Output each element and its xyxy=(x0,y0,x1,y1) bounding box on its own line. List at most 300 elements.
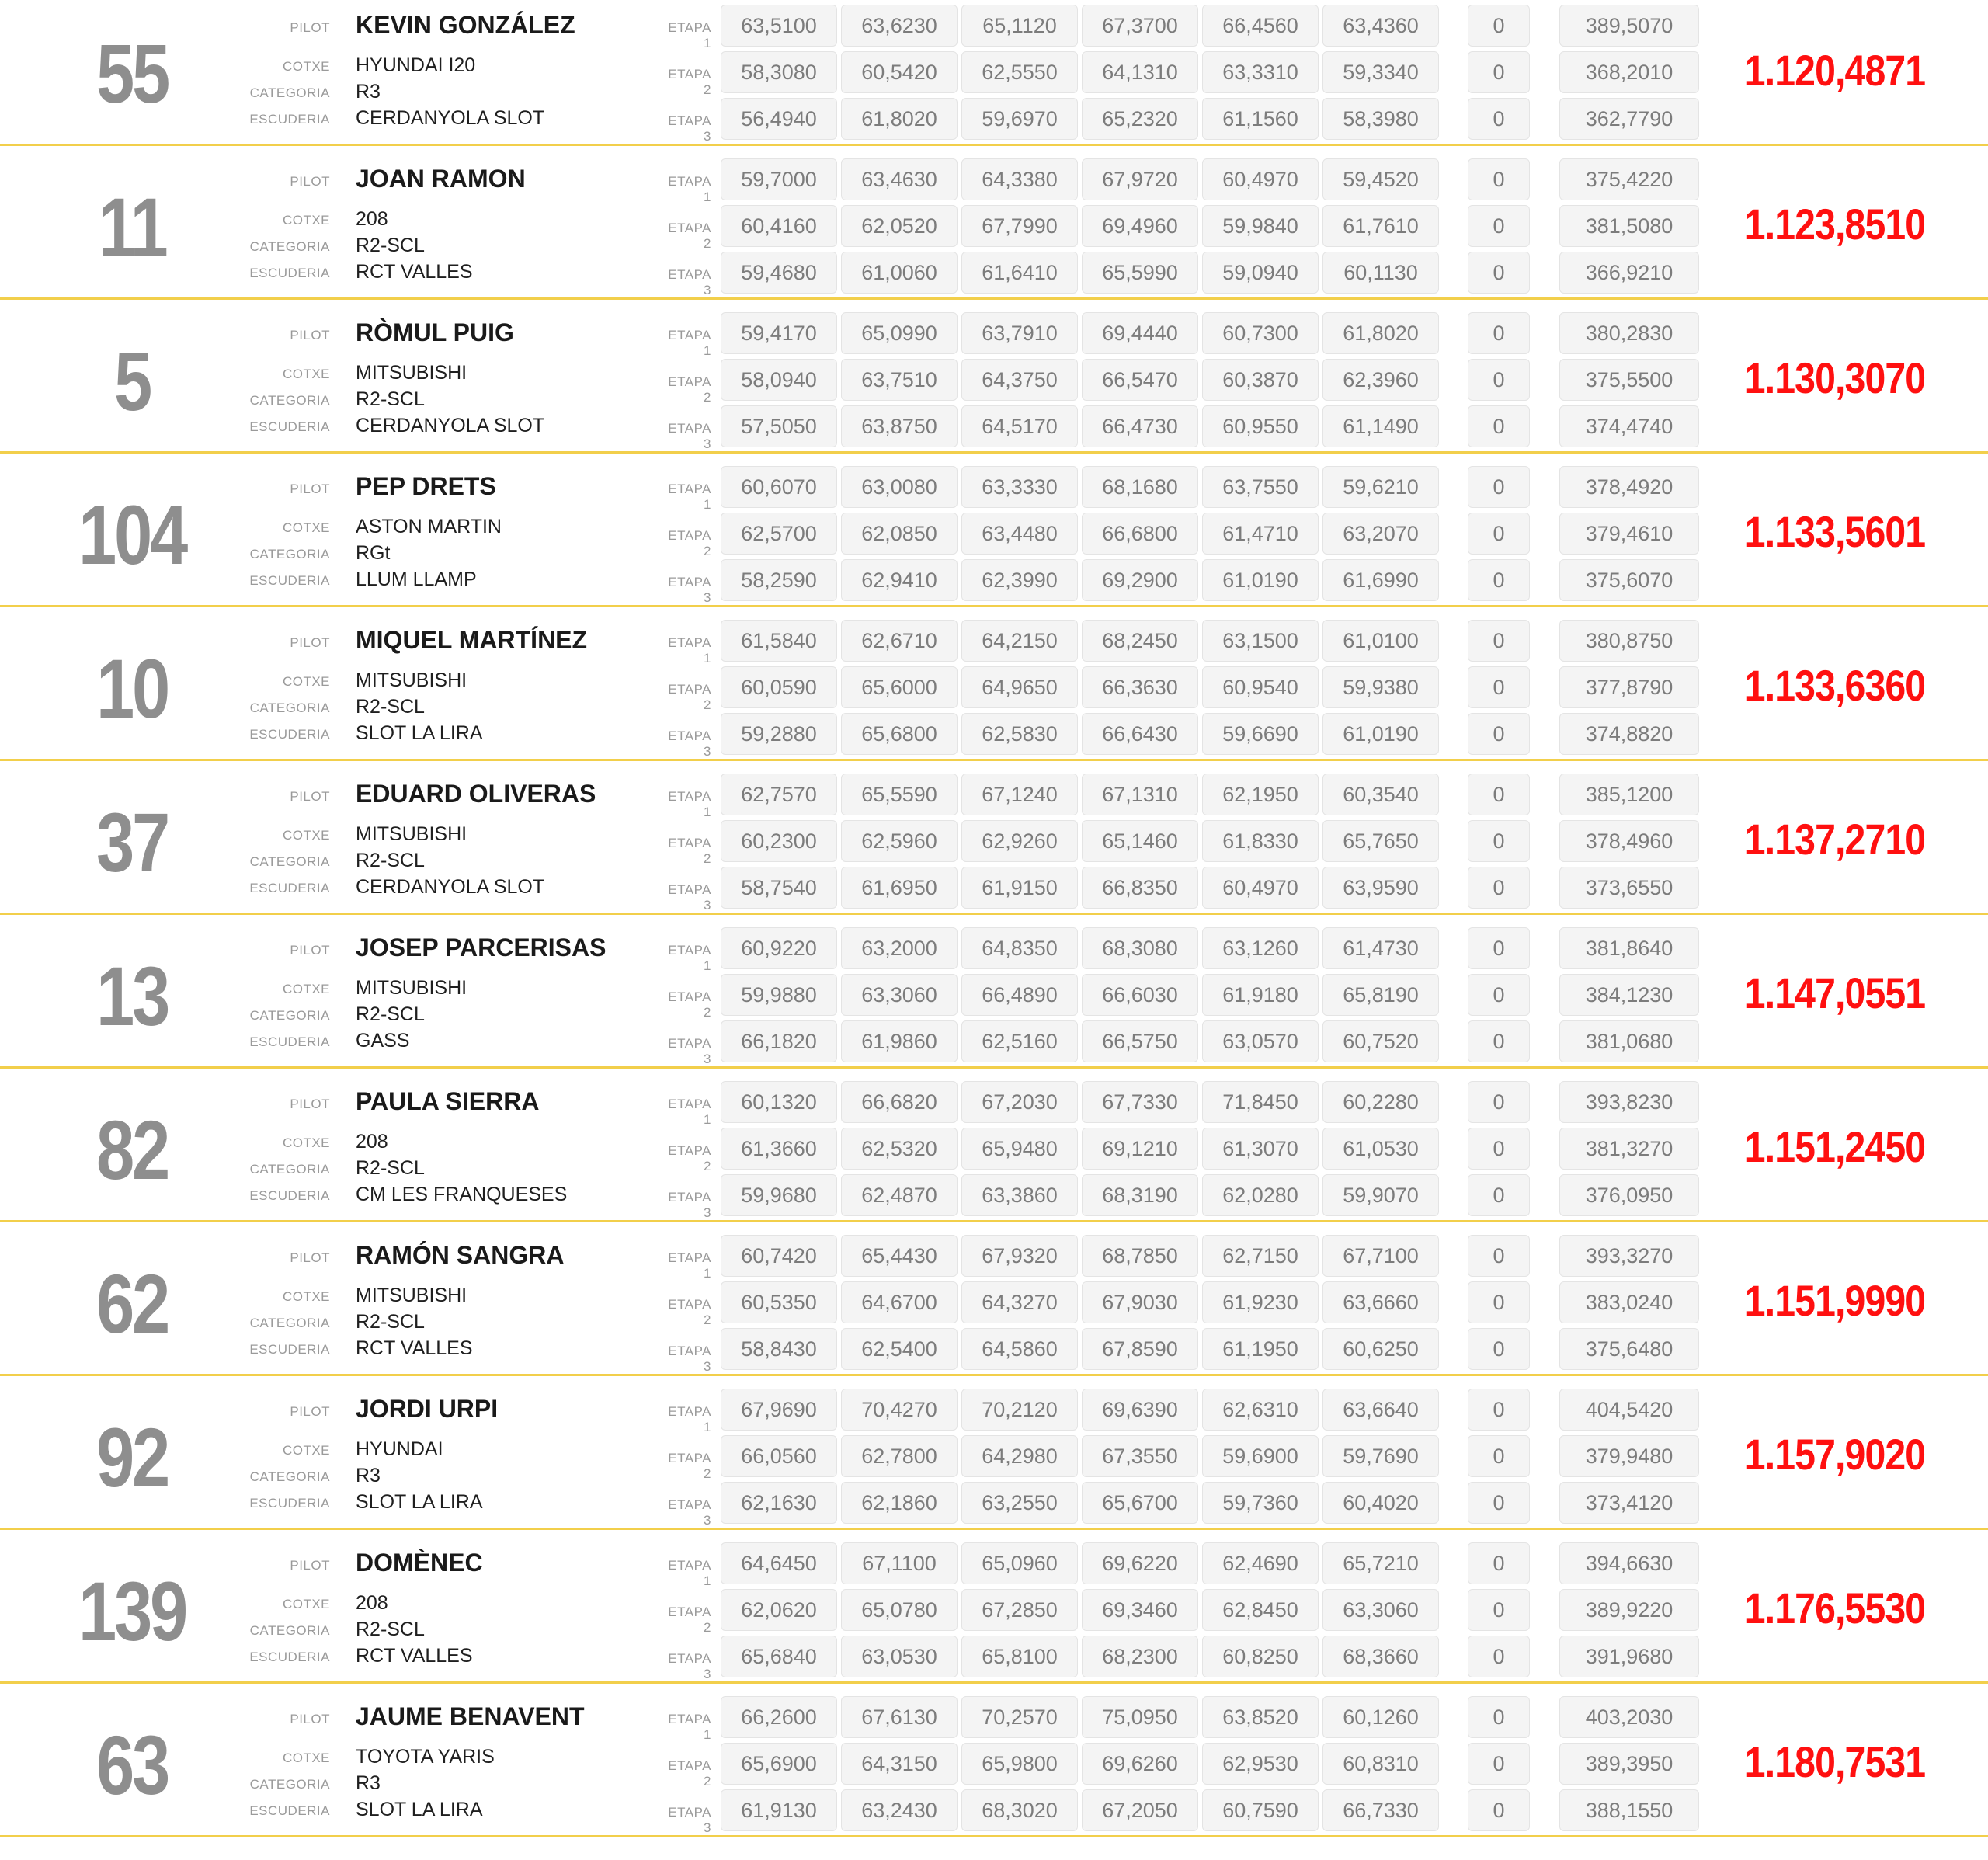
total-time: 1.157,9020 xyxy=(1744,1430,1926,1479)
lap-time-cell: 66,4890 xyxy=(961,974,1078,1016)
lap-time-cell: 58,3080 xyxy=(721,51,837,93)
stage-label: ETAPA 1 xyxy=(668,1097,711,1127)
penalty-cell: 0 xyxy=(1468,5,1530,47)
stage-label: ETAPA 1 xyxy=(668,482,711,512)
lap-time-cell: 75,0950 xyxy=(1082,1696,1198,1738)
lap-time-cell: 62,5160 xyxy=(961,1020,1078,1062)
car-label: COTXE xyxy=(282,520,330,535)
lap-time-cell: 67,9690 xyxy=(721,1389,837,1431)
lap-time-cell: 61,9180 xyxy=(1202,974,1319,1016)
total-time: 1.151,9990 xyxy=(1744,1276,1926,1325)
lap-time-cell: 61,6410 xyxy=(961,252,1078,294)
lap-time-cell: 60,2300 xyxy=(721,820,837,862)
lap-time-cell: 62,5830 xyxy=(961,713,1078,755)
team-value: LLUM LLAMP xyxy=(356,568,477,590)
lap-time-cell: 66,4730 xyxy=(1082,405,1198,447)
stage-subtotal-cell: 374,4740 xyxy=(1559,405,1699,447)
stage-subtotal-cell: 375,6070 xyxy=(1559,559,1699,601)
car-number: 62 xyxy=(96,1256,168,1351)
pilot-label: PILOT xyxy=(290,482,330,496)
lap-time-cell: 63,1260 xyxy=(1202,927,1319,969)
lap-time-cell: 66,6820 xyxy=(841,1081,958,1123)
lap-time-cell: 65,7210 xyxy=(1322,1542,1439,1584)
lap-time-cell: 61,6990 xyxy=(1322,559,1439,601)
lap-time-cell: 65,6840 xyxy=(721,1636,837,1677)
penalty-cell: 0 xyxy=(1468,405,1530,447)
lap-time-cell: 67,9320 xyxy=(961,1235,1078,1277)
team-label: ESCUDERIA xyxy=(249,112,330,127)
lap-time-cell: 61,8020 xyxy=(841,98,958,140)
penalty-cell: 0 xyxy=(1468,252,1530,294)
stage-subtotal-cell: 375,6480 xyxy=(1559,1328,1699,1370)
result-entry xyxy=(0,1684,1988,1837)
lap-time-cell: 64,5170 xyxy=(961,405,1078,447)
lap-time-cell: 63,4630 xyxy=(841,158,958,200)
category-label: CATEGORIA xyxy=(249,1008,330,1023)
car-model: HYUNDAI I20 xyxy=(356,54,476,76)
lap-time-cell: 59,6690 xyxy=(1202,713,1319,755)
penalty-cell: 0 xyxy=(1468,1435,1530,1477)
stage-label: ETAPA 2 xyxy=(668,836,711,866)
pilot-label: PILOT xyxy=(290,635,330,650)
car-model: MITSUBISHI xyxy=(356,362,467,384)
lap-time-cell: 62,6710 xyxy=(841,620,958,662)
stage-label: ETAPA 1 xyxy=(668,328,711,358)
lap-time-cell: 67,1310 xyxy=(1082,774,1198,815)
team-label: ESCUDERIA xyxy=(249,573,330,588)
lap-time-cell: 65,6000 xyxy=(841,666,958,708)
lap-time-cell: 65,2320 xyxy=(1082,98,1198,140)
lap-time-cell: 59,9680 xyxy=(721,1174,837,1216)
lap-time-cell: 61,1560 xyxy=(1202,98,1319,140)
lap-time-cell: 64,2150 xyxy=(961,620,1078,662)
lap-time-cell: 59,7000 xyxy=(721,158,837,200)
pilot-name: PEP DRETS xyxy=(356,472,496,500)
team-label: ESCUDERIA xyxy=(249,1342,330,1357)
lap-time-cell: 61,0100 xyxy=(1322,620,1439,662)
lap-time-cell: 65,8100 xyxy=(961,1636,1078,1677)
penalty-cell: 0 xyxy=(1468,51,1530,93)
lap-time-cell: 65,5590 xyxy=(841,774,958,815)
penalty-cell: 0 xyxy=(1468,820,1530,862)
lap-time-cell: 59,4680 xyxy=(721,252,837,294)
lap-time-cell: 65,4430 xyxy=(841,1235,958,1277)
lap-time-cell: 62,3990 xyxy=(961,559,1078,601)
stage-subtotal-cell: 366,9210 xyxy=(1559,252,1699,294)
stage-label: ETAPA 3 xyxy=(668,1190,711,1220)
stage-subtotal-cell: 380,8750 xyxy=(1559,620,1699,662)
lap-time-cell: 62,7150 xyxy=(1202,1235,1319,1277)
penalty-cell: 0 xyxy=(1468,1328,1530,1370)
car-label: COTXE xyxy=(282,1443,330,1458)
lap-time-cell: 61,1950 xyxy=(1202,1328,1319,1370)
pilot-name: KEVIN GONZÁLEZ xyxy=(356,11,575,39)
stage-subtotal-cell: 403,2030 xyxy=(1559,1696,1699,1738)
stage-label: ETAPA 1 xyxy=(668,943,711,973)
penalty-cell: 0 xyxy=(1468,1174,1530,1216)
result-entry xyxy=(0,761,1988,915)
lap-time-cell: 67,6130 xyxy=(841,1696,958,1738)
penalty-cell: 0 xyxy=(1468,620,1530,662)
pilot-label: PILOT xyxy=(290,20,330,35)
lap-time-cell: 63,6640 xyxy=(1322,1389,1439,1431)
stage-subtotal-cell: 373,4120 xyxy=(1559,1482,1699,1524)
lap-time-cell: 63,8750 xyxy=(841,405,958,447)
pilot-name: JAUME BENAVENT xyxy=(356,1702,585,1730)
total-time: 1.133,5601 xyxy=(1744,507,1926,556)
lap-time-cell: 59,6210 xyxy=(1322,466,1439,508)
lap-time-cell: 65,1460 xyxy=(1082,820,1198,862)
total-time: 1.123,8510 xyxy=(1744,200,1926,249)
team-label: ESCUDERIA xyxy=(249,881,330,895)
lap-time-cell: 64,1310 xyxy=(1082,51,1198,93)
lap-time-cell: 59,9380 xyxy=(1322,666,1439,708)
lap-time-cell: 60,3540 xyxy=(1322,774,1439,815)
car-number: 37 xyxy=(96,794,168,889)
lap-time-cell: 63,5100 xyxy=(721,5,837,47)
lap-time-cell: 56,4940 xyxy=(721,98,837,140)
penalty-cell: 0 xyxy=(1468,1636,1530,1677)
lap-time-cell: 59,9070 xyxy=(1322,1174,1439,1216)
stage-label: ETAPA 1 xyxy=(668,1712,711,1742)
lap-time-cell: 62,9410 xyxy=(841,559,958,601)
lap-time-cell: 58,3980 xyxy=(1322,98,1439,140)
stage-label: ETAPA 1 xyxy=(668,1250,711,1281)
lap-time-cell: 59,9840 xyxy=(1202,205,1319,247)
lap-time-cell: 63,4480 xyxy=(961,513,1078,555)
lap-time-cell: 63,2000 xyxy=(841,927,958,969)
car-number: 82 xyxy=(96,1102,168,1197)
lap-time-cell: 64,3380 xyxy=(961,158,1078,200)
lap-time-cell: 67,9720 xyxy=(1082,158,1198,200)
lap-time-cell: 68,3080 xyxy=(1082,927,1198,969)
lap-time-cell: 61,6950 xyxy=(841,867,958,909)
car-number: 13 xyxy=(96,948,168,1043)
penalty-cell: 0 xyxy=(1468,1696,1530,1738)
penalty-cell: 0 xyxy=(1468,1789,1530,1831)
lap-time-cell: 61,9150 xyxy=(961,867,1078,909)
stage-label: ETAPA 2 xyxy=(668,682,711,712)
lap-time-cell: 62,6310 xyxy=(1202,1389,1319,1431)
stage-label: ETAPA 2 xyxy=(668,1758,711,1789)
stage-subtotal-cell: 380,2830 xyxy=(1559,312,1699,354)
lap-time-cell: 62,1630 xyxy=(721,1482,837,1524)
lap-time-cell: 65,7650 xyxy=(1322,820,1439,862)
total-time: 1.180,7531 xyxy=(1744,1737,1926,1786)
category-value: R2-SCL xyxy=(356,1003,425,1025)
team-label: ESCUDERIA xyxy=(249,1034,330,1049)
lap-time-cell: 58,0940 xyxy=(721,359,837,401)
lap-time-cell: 57,5050 xyxy=(721,405,837,447)
lap-time-cell: 60,4970 xyxy=(1202,158,1319,200)
lap-time-cell: 63,7910 xyxy=(961,312,1078,354)
lap-time-cell: 60,2280 xyxy=(1322,1081,1439,1123)
total-time: 1.133,6360 xyxy=(1744,661,1926,710)
lap-time-cell: 69,6390 xyxy=(1082,1389,1198,1431)
lap-time-cell: 62,1950 xyxy=(1202,774,1319,815)
category-value: R2-SCL xyxy=(356,1618,425,1640)
stage-subtotal-cell: 379,9480 xyxy=(1559,1435,1699,1477)
result-entry xyxy=(0,300,1988,454)
penalty-cell: 0 xyxy=(1468,774,1530,815)
car-model: 208 xyxy=(356,208,388,230)
team-value: CM LES FRANQUESES xyxy=(356,1184,568,1205)
lap-time-cell: 59,9880 xyxy=(721,974,837,1016)
lap-time-cell: 61,4710 xyxy=(1202,513,1319,555)
car-model: MITSUBISHI xyxy=(356,1285,467,1306)
lap-time-cell: 60,8250 xyxy=(1202,1636,1319,1677)
team-value: RCT VALLES xyxy=(356,1645,473,1667)
lap-time-cell: 61,5840 xyxy=(721,620,837,662)
pilot-label: PILOT xyxy=(290,1097,330,1111)
lap-time-cell: 63,0570 xyxy=(1202,1020,1319,1062)
penalty-cell: 0 xyxy=(1468,513,1530,555)
lap-time-cell: 64,3750 xyxy=(961,359,1078,401)
car-number: 5 xyxy=(114,333,150,428)
stage-subtotal-cell: 376,0950 xyxy=(1559,1174,1699,1216)
lap-time-cell: 69,1210 xyxy=(1082,1128,1198,1170)
stage-label: ETAPA 3 xyxy=(668,575,711,605)
category-label: CATEGORIA xyxy=(249,239,330,254)
lap-time-cell: 66,5750 xyxy=(1082,1020,1198,1062)
lap-time-cell: 62,4690 xyxy=(1202,1542,1319,1584)
lap-time-cell: 62,9530 xyxy=(1202,1743,1319,1785)
pilot-label: PILOT xyxy=(290,1404,330,1419)
lap-time-cell: 62,0280 xyxy=(1202,1174,1319,1216)
lap-time-cell: 64,9650 xyxy=(961,666,1078,708)
category-value: R2-SCL xyxy=(356,696,425,718)
team-value: SLOT LA LIRA xyxy=(356,722,483,744)
lap-time-cell: 68,3020 xyxy=(961,1789,1078,1831)
lap-time-cell: 69,2900 xyxy=(1082,559,1198,601)
lap-time-cell: 61,9860 xyxy=(841,1020,958,1062)
stage-subtotal-cell: 391,9680 xyxy=(1559,1636,1699,1677)
stage-label: ETAPA 3 xyxy=(668,882,711,913)
stage-subtotal-cell: 375,5500 xyxy=(1559,359,1699,401)
pilot-label: PILOT xyxy=(290,174,330,189)
lap-time-cell: 61,0190 xyxy=(1202,559,1319,601)
lap-time-cell: 62,0850 xyxy=(841,513,958,555)
lap-time-cell: 63,9590 xyxy=(1322,867,1439,909)
lap-time-cell: 68,7850 xyxy=(1082,1235,1198,1277)
team-value: CERDANYOLA SLOT xyxy=(356,876,545,898)
lap-time-cell: 62,5960 xyxy=(841,820,958,862)
car-model: TOYOTA YARIS xyxy=(356,1746,495,1768)
penalty-cell: 0 xyxy=(1468,98,1530,140)
stage-subtotal-cell: 389,3950 xyxy=(1559,1743,1699,1785)
lap-time-cell: 66,2600 xyxy=(721,1696,837,1738)
stage-subtotal-cell: 381,5080 xyxy=(1559,205,1699,247)
lap-time-cell: 63,1500 xyxy=(1202,620,1319,662)
lap-time-cell: 67,7330 xyxy=(1082,1081,1198,1123)
pilot-name: EDUARD OLIVERAS xyxy=(356,780,596,808)
lap-time-cell: 65,6900 xyxy=(721,1743,837,1785)
pilot-name: JOAN RAMON xyxy=(356,165,526,193)
stage-subtotal-cell: 388,1550 xyxy=(1559,1789,1699,1831)
lap-time-cell: 58,7540 xyxy=(721,867,837,909)
lap-time-cell: 59,4170 xyxy=(721,312,837,354)
team-label: ESCUDERIA xyxy=(249,1496,330,1511)
car-label: COTXE xyxy=(282,674,330,689)
stage-subtotal-cell: 394,6630 xyxy=(1559,1542,1699,1584)
lap-time-cell: 60,5350 xyxy=(721,1281,837,1323)
lap-time-cell: 59,6900 xyxy=(1202,1435,1319,1477)
stage-subtotal-cell: 378,4920 xyxy=(1559,466,1699,508)
penalty-cell: 0 xyxy=(1468,559,1530,601)
lap-time-cell: 60,4160 xyxy=(721,205,837,247)
lap-time-cell: 67,7990 xyxy=(961,205,1078,247)
team-label: ESCUDERIA xyxy=(249,1803,330,1818)
lap-time-cell: 60,4970 xyxy=(1202,867,1319,909)
lap-time-cell: 64,5860 xyxy=(961,1328,1078,1370)
car-model: MITSUBISHI xyxy=(356,823,467,845)
pilot-name: JOSEP PARCERISAS xyxy=(356,933,606,961)
penalty-cell: 0 xyxy=(1468,1389,1530,1431)
lap-time-cell: 60,4020 xyxy=(1322,1482,1439,1524)
lap-time-cell: 65,8190 xyxy=(1322,974,1439,1016)
team-value: RCT VALLES xyxy=(356,261,473,283)
lap-time-cell: 65,0990 xyxy=(841,312,958,354)
lap-time-cell: 63,3060 xyxy=(1322,1589,1439,1631)
lap-time-cell: 63,0530 xyxy=(841,1636,958,1677)
result-entry xyxy=(0,607,1988,761)
lap-time-cell: 62,7570 xyxy=(721,774,837,815)
penalty-cell: 0 xyxy=(1468,974,1530,1016)
category-label: CATEGORIA xyxy=(249,393,330,408)
category-value: R2-SCL xyxy=(356,1157,425,1179)
penalty-cell: 0 xyxy=(1468,466,1530,508)
penalty-cell: 0 xyxy=(1468,1589,1530,1631)
lap-time-cell: 69,6260 xyxy=(1082,1743,1198,1785)
team-value: CERDANYOLA SLOT xyxy=(356,415,545,436)
penalty-cell: 0 xyxy=(1468,927,1530,969)
lap-time-cell: 67,9030 xyxy=(1082,1281,1198,1323)
stage-label: ETAPA 3 xyxy=(668,1805,711,1835)
car-model: MITSUBISHI xyxy=(356,977,467,999)
penalty-cell: 0 xyxy=(1468,359,1530,401)
car-model: 208 xyxy=(356,1131,388,1153)
penalty-cell: 0 xyxy=(1468,713,1530,755)
lap-time-cell: 63,2070 xyxy=(1322,513,1439,555)
penalty-cell: 0 xyxy=(1468,1081,1530,1123)
stage-label: ETAPA 3 xyxy=(668,1651,711,1681)
stage-label: ETAPA 1 xyxy=(668,635,711,666)
stage-label: ETAPA 2 xyxy=(668,221,711,251)
total-time: 1.137,2710 xyxy=(1744,815,1926,864)
lap-time-cell: 60,8310 xyxy=(1322,1743,1439,1785)
category-value: R2-SCL xyxy=(356,235,425,256)
penalty-cell: 0 xyxy=(1468,1482,1530,1524)
lap-time-cell: 65,9480 xyxy=(961,1128,1078,1170)
pilot-name: JORDI URPI xyxy=(356,1395,499,1423)
lap-time-cell: 67,2850 xyxy=(961,1589,1078,1631)
lap-time-cell: 66,4560 xyxy=(1202,5,1319,47)
lap-time-cell: 58,8430 xyxy=(721,1328,837,1370)
lap-time-cell: 61,7610 xyxy=(1322,205,1439,247)
lap-time-cell: 68,2300 xyxy=(1082,1636,1198,1677)
total-time: 1.120,4871 xyxy=(1744,46,1926,95)
car-label: COTXE xyxy=(282,59,330,74)
result-entry xyxy=(0,1069,1988,1222)
stage-label: ETAPA 3 xyxy=(668,267,711,297)
lap-time-cell: 70,4270 xyxy=(841,1389,958,1431)
lap-time-cell: 60,6070 xyxy=(721,466,837,508)
category-value: RGt xyxy=(356,542,391,564)
lap-time-cell: 66,0560 xyxy=(721,1435,837,1477)
lap-time-cell: 67,1240 xyxy=(961,774,1078,815)
stage-label: ETAPA 2 xyxy=(668,1451,711,1481)
car-number: 11 xyxy=(98,179,166,274)
stage-subtotal-cell: 381,0680 xyxy=(1559,1020,1699,1062)
lap-time-cell: 63,3330 xyxy=(961,466,1078,508)
stage-label: ETAPA 2 xyxy=(668,1604,711,1635)
stage-subtotal-cell: 368,2010 xyxy=(1559,51,1699,93)
stage-subtotal-cell: 381,8640 xyxy=(1559,927,1699,969)
lap-time-cell: 61,1490 xyxy=(1322,405,1439,447)
lap-time-cell: 63,6660 xyxy=(1322,1281,1439,1323)
lap-time-cell: 61,4730 xyxy=(1322,927,1439,969)
stage-label: ETAPA 2 xyxy=(668,1297,711,1327)
penalty-cell: 0 xyxy=(1468,158,1530,200)
category-value: R2-SCL xyxy=(356,388,425,410)
team-label: ESCUDERIA xyxy=(249,727,330,742)
lap-time-cell: 67,3700 xyxy=(1082,5,1198,47)
lap-time-cell: 60,1260 xyxy=(1322,1696,1439,1738)
lap-time-cell: 67,2050 xyxy=(1082,1789,1198,1831)
lap-time-cell: 63,8520 xyxy=(1202,1696,1319,1738)
lap-time-cell: 60,9550 xyxy=(1202,405,1319,447)
lap-time-cell: 62,0620 xyxy=(721,1589,837,1631)
stage-label: ETAPA 3 xyxy=(668,728,711,759)
lap-time-cell: 60,1320 xyxy=(721,1081,837,1123)
lap-time-cell: 64,6700 xyxy=(841,1281,958,1323)
lap-time-cell: 69,6220 xyxy=(1082,1542,1198,1584)
lap-time-cell: 60,7300 xyxy=(1202,312,1319,354)
penalty-cell: 0 xyxy=(1468,205,1530,247)
penalty-cell: 0 xyxy=(1468,1542,1530,1584)
result-entry xyxy=(0,146,1988,300)
category-label: CATEGORIA xyxy=(249,1316,330,1330)
lap-time-cell: 63,2430 xyxy=(841,1789,958,1831)
lap-time-cell: 66,3630 xyxy=(1082,666,1198,708)
penalty-cell: 0 xyxy=(1468,1128,1530,1170)
category-value: R3 xyxy=(356,1465,381,1486)
lap-time-cell: 66,6430 xyxy=(1082,713,1198,755)
stage-label: ETAPA 2 xyxy=(668,374,711,405)
stage-label: ETAPA 1 xyxy=(668,174,711,204)
lap-time-cell: 61,9230 xyxy=(1202,1281,1319,1323)
car-number: 10 xyxy=(96,641,168,735)
lap-time-cell: 63,2550 xyxy=(961,1482,1078,1524)
category-label: CATEGORIA xyxy=(249,1162,330,1177)
lap-time-cell: 63,3060 xyxy=(841,974,958,1016)
stage-subtotal-cell: 381,3270 xyxy=(1559,1128,1699,1170)
lap-time-cell: 59,4520 xyxy=(1322,158,1439,200)
lap-time-cell: 66,1820 xyxy=(721,1020,837,1062)
lap-time-cell: 62,5400 xyxy=(841,1328,958,1370)
pilot-name: RAMÓN SANGRA xyxy=(356,1241,565,1269)
penalty-cell: 0 xyxy=(1468,1235,1530,1277)
lap-time-cell: 63,3860 xyxy=(961,1174,1078,1216)
lap-time-cell: 63,6230 xyxy=(841,5,958,47)
category-label: CATEGORIA xyxy=(249,701,330,715)
result-entry xyxy=(0,1530,1988,1684)
lap-time-cell: 61,0190 xyxy=(1322,713,1439,755)
category-value: R3 xyxy=(356,81,381,103)
lap-time-cell: 65,0780 xyxy=(841,1589,958,1631)
car-label: COTXE xyxy=(282,982,330,996)
total-time: 1.176,5530 xyxy=(1744,1584,1926,1632)
